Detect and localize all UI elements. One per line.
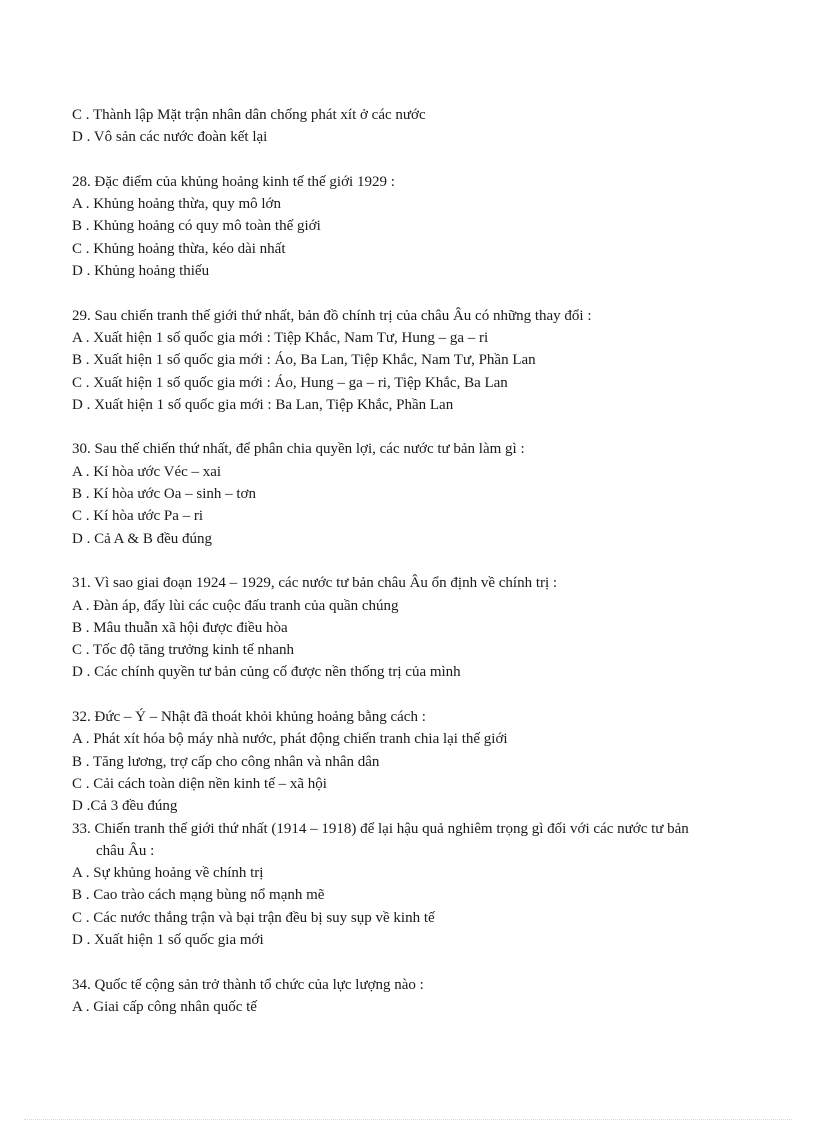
q28-option-b: B . Khủng hoảng có quy mô toàn thế giới: [72, 218, 321, 235]
quiz-document: [72, 104, 784, 1018]
q30-question: 30. Sau thế chiến thứ nhất, để phân chia quyền lợi, các nước tư bản làm gì :: [72, 441, 525, 458]
q30-option-c: C . Kí hòa ước Pa – ri: [72, 508, 204, 525]
q32-option-b: B . Tăng lương, trợ cấp cho công nhân và nhân dân: [72, 753, 380, 770]
spacer: [72, 684, 784, 706]
q29-option-d: D . Xuất hiện 1 số quốc gia mới : Ba Lan, Tiệp Khắc, Phần Lan: [72, 396, 454, 413]
q34-option-a: A . Giai cấp công nhân quốc tế: [72, 998, 257, 1015]
q27-option-c: C . Thành lập Mặt trận nhân dân chống phát xít ở các nước: [72, 107, 426, 123]
q31-option-d: D . Các chính quyền tư bản củng cố được nền thống trị của mình: [72, 664, 461, 681]
q34-question: 34. Quốc tế cộng sản trở thành tổ chức của lực lượng nào :: [72, 976, 424, 993]
q31-option-a: A . Đàn áp, đẩy lùi các cuộc đấu tranh của quần chúng: [72, 597, 399, 614]
q30-option-b: B . Kí hòa ước Oa – sinh – tơn: [72, 486, 256, 503]
q32-option-c: C . Cải cách toàn diện nền kinh tế – xã hội: [72, 775, 327, 792]
spacer: [72, 550, 784, 572]
q27-option-d: D . Vô sản các nước đoàn kết lại: [72, 129, 268, 146]
q28-question: 28. Đặc điểm của khủng hoảng kinh tế thế giới 1929 :: [72, 173, 395, 190]
q33-option-a: A . Sự khủng hoảng về chính trị: [72, 865, 264, 882]
q30-option-a: A . Kí hòa ước Véc – xai: [72, 463, 222, 480]
q31-question: 31. Vì sao giai đoạn 1924 – 1929, các nước tư bản châu Âu ổn định về chính trị :: [72, 575, 558, 592]
q32-question: 32. Đức – Ý – Nhật đã thoát khỏi khủng hoảng bằng cách :: [72, 709, 426, 726]
q32-option-a: A . Phát xít hóa bộ máy nhà nước, phát động chiến tranh chia lại thế giới: [72, 731, 508, 748]
spacer: [72, 282, 784, 304]
q29-option-c: C . Xuất hiện 1 số quốc gia mới : Áo, Hung – ga – ri, Tiệp Khắc, Ba Lan: [72, 374, 508, 391]
spacer: [72, 951, 784, 973]
q29-question: 29. Sau chiến tranh thế giới thứ nhất, bản đồ chính trị của châu Âu có những thay đổi :: [72, 307, 592, 324]
q33-question-line1: 33. Chiến tranh thế giới thứ nhất (1914 – 1918) để lại hậu quả nghiêm trọng gì đối với các nước tư bản: [72, 820, 689, 837]
spacer: [72, 149, 784, 171]
q31-option-b: B . Mâu thuẫn xã hội được điều hòa: [72, 619, 288, 636]
spacer: [72, 416, 784, 438]
q30-option-d: D . Cả A & B đều đúng: [72, 530, 213, 547]
q33-question-line2: châu Âu :: [96, 842, 155, 859]
q33-option-d: D . Xuất hiện 1 số quốc gia mới: [72, 931, 264, 948]
q33-option-b: B . Cao trào cách mạng bùng nổ mạnh mẽ: [72, 887, 325, 904]
q32-option-d: D .Cả 3 đều đúng: [72, 798, 178, 815]
q28-option-d: D . Khủng hoảng thiếu: [72, 263, 210, 280]
q29-option-b: B . Xuất hiện 1 số quốc gia mới : Áo, Ba Lan, Tiệp Khắc, Nam Tư, Phần Lan: [72, 352, 536, 369]
q31-option-c: C . Tốc độ tăng trưởng kinh tế nhanh: [72, 642, 295, 659]
q28-option-a: A . Khủng hoảng thừa, quy mô lớn: [72, 196, 281, 213]
page-bottom-rule: [24, 1119, 792, 1120]
q28-option-c: C . Khủng hoảng thừa, kéo dài nhất: [72, 240, 286, 257]
q33-option-c: C . Các nước thắng trận và bại trận đều bị suy sụp về kinh tế: [72, 909, 435, 926]
q29-option-a: A . Xuất hiện 1 số quốc gia mới : Tiệp Khắc, Nam Tư, Hung – ga – ri: [72, 329, 489, 346]
